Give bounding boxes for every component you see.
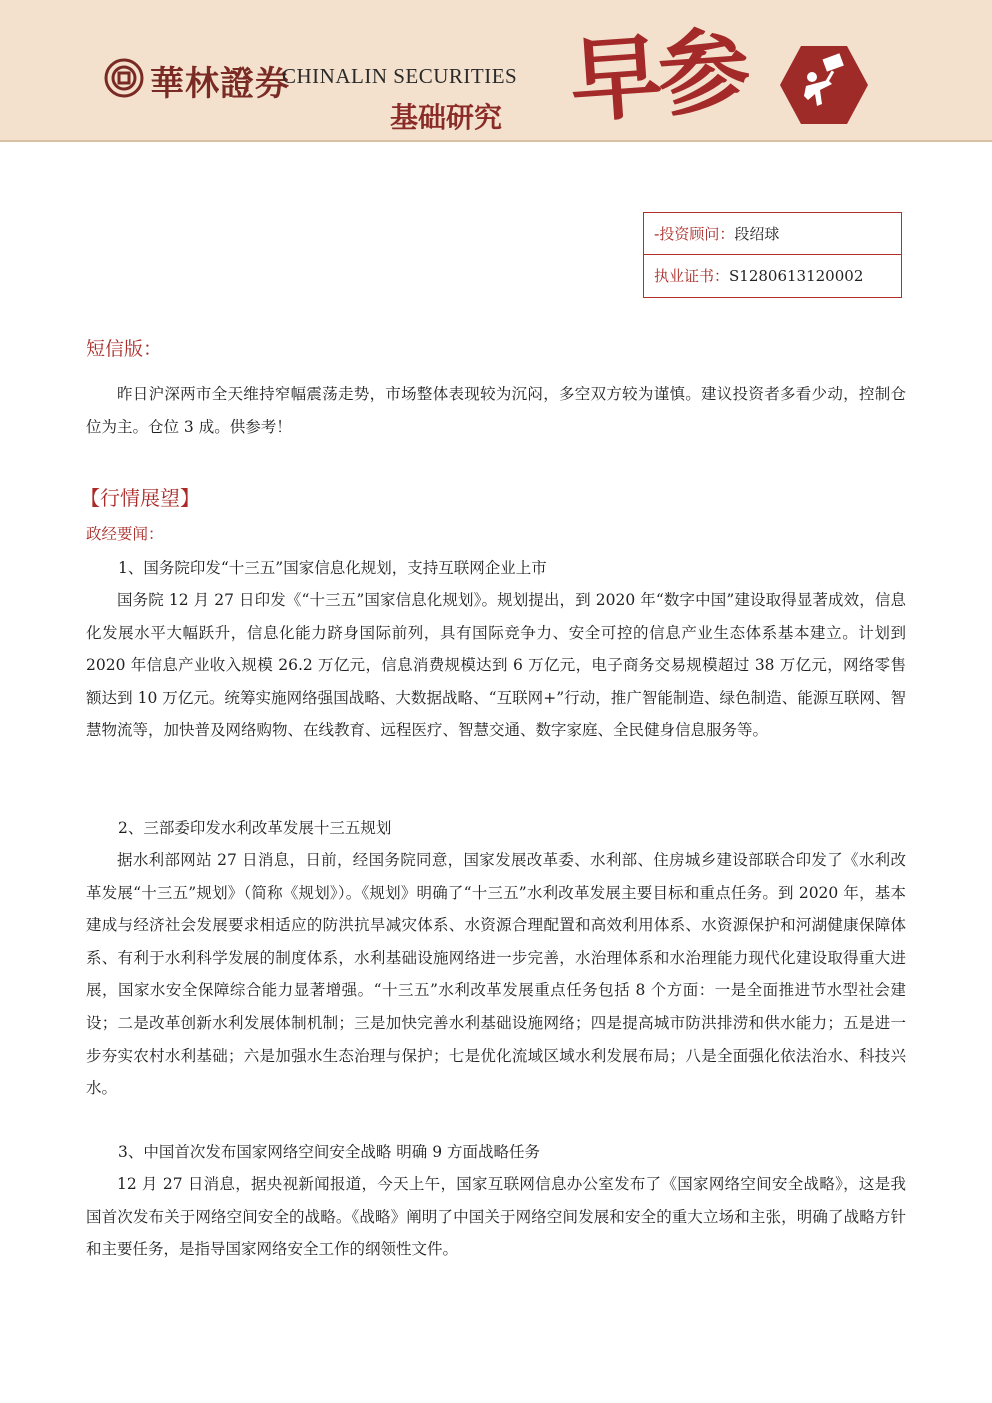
logo-chinese-name: 華林證券	[150, 64, 290, 104]
advisor-label: -投资顾问：	[654, 225, 735, 243]
advisor-row	[644, 213, 901, 255]
reader-badge-icon	[778, 44, 870, 126]
logo-english-name: CHINALIN SECURITIES	[282, 64, 518, 88]
logo-coin-icon	[104, 58, 144, 98]
news-item-body: 12 月 27 日消息，据央视新闻报道，今天上午，国家互联网信息办公室发布了《国家网络空间安全战略》，这是我国首次发布关于网络空间安全的战略。《战略》阐明了中国关于网络空间发展和安全的重大立场和主张，明确了战略方针和主要任务，是指导国家网络安全工作的纲领性文件。	[86, 1175, 906, 1259]
certificate-label: 执业证书：	[654, 267, 730, 285]
news-subsection-title: 政经要闻：	[86, 525, 164, 543]
news-item-title: 2、三部委印发水利改革发展十三五规划	[118, 819, 392, 837]
header-subtitle: 基础研究	[390, 101, 503, 134]
news-item-title: 1、国务院印发“十三五”国家信息化规划，支持互联网企业上市	[118, 559, 547, 577]
sms-paragraph: 昨日沪深两市全天维持窄幅震荡走势，市场整体表现较为沉闷，多空双方较为谨慎。建议投资者多看少动，控制仓位为主。仓位 3 成。供参考！	[86, 385, 906, 436]
certificate-row	[644, 255, 901, 297]
news-item-body: 据水利部网站 27 日消息，日前，经国务院同意，国家发展改革委、水利部、住房城乡建设部联合印发了《水利改革发展“十三五”规划》（简称《规划》）。《规划》明确了“十三五”水利改革发展主要目标和重点任务。到 2020 年，基本建成与经济社会发展要求相适应的防洪抗旱减灾体系、水资源合理配置和高效利用体系、水资源保护和河湖健康保障体系、有利于水利科学发展的制度体系，水利基础设施网络进一步完善，水治理体系和水治理能力现代化建设取得重大进展，国家水安全保障综合能力显著增强。“十三五”水利改革发展重点任务包括 8 个方面：一是全面推进节水型社会建设；二是改革创新水利发展体制机制；三是加快完善水利基础设施网络；四是提高城市防洪排涝和供水能力；五是进一步夯实农村水利基础；六是加强水生态治理与保护；七是优化流域区域水利发展布局；八是全面强化依法治水、科技兴水。	[86, 851, 906, 1098]
advisor-name: 段绍球	[734, 225, 780, 243]
certificate-number: S1280613120002	[729, 267, 864, 285]
sms-section-title: 短信版：	[86, 338, 163, 360]
news-item-title: 3、中国首次发布国家网络空间安全战略 明确 9 方面战略任务	[118, 1143, 541, 1161]
brand-calligraphy-title: 早参	[566, 15, 750, 137]
news-item-body: 国务院 12 月 27 日印发《“十三五”国家信息化规划》。规划提出，到 2020 年“数字中国”建设取得显著成效，信息化发展水平大幅跃升，信息化能力跻身国际前列，具有国际竞争力、安全可控的信息产业生态体系基本建立。计划到 2020 年信息产业收入规模 26.2 万亿元，信息消费规模达到 6 万亿元，电子商务交易规模超过 38 万亿元，网络零售额达到 10 万亿元。统筹实施网络强国战略、大数据战略、“互联网+”行动，推广智能制造、绿色制造、能源互联网、智慧物流等，加快普及网络购物、在线教育、远程医疗、智慧交通、数字家庭、全民健身信息服务等。	[86, 591, 906, 740]
outlook-section-title: 【行情展望】	[80, 486, 200, 510]
advisor-info-box	[643, 212, 902, 298]
header-divider	[0, 140, 992, 142]
